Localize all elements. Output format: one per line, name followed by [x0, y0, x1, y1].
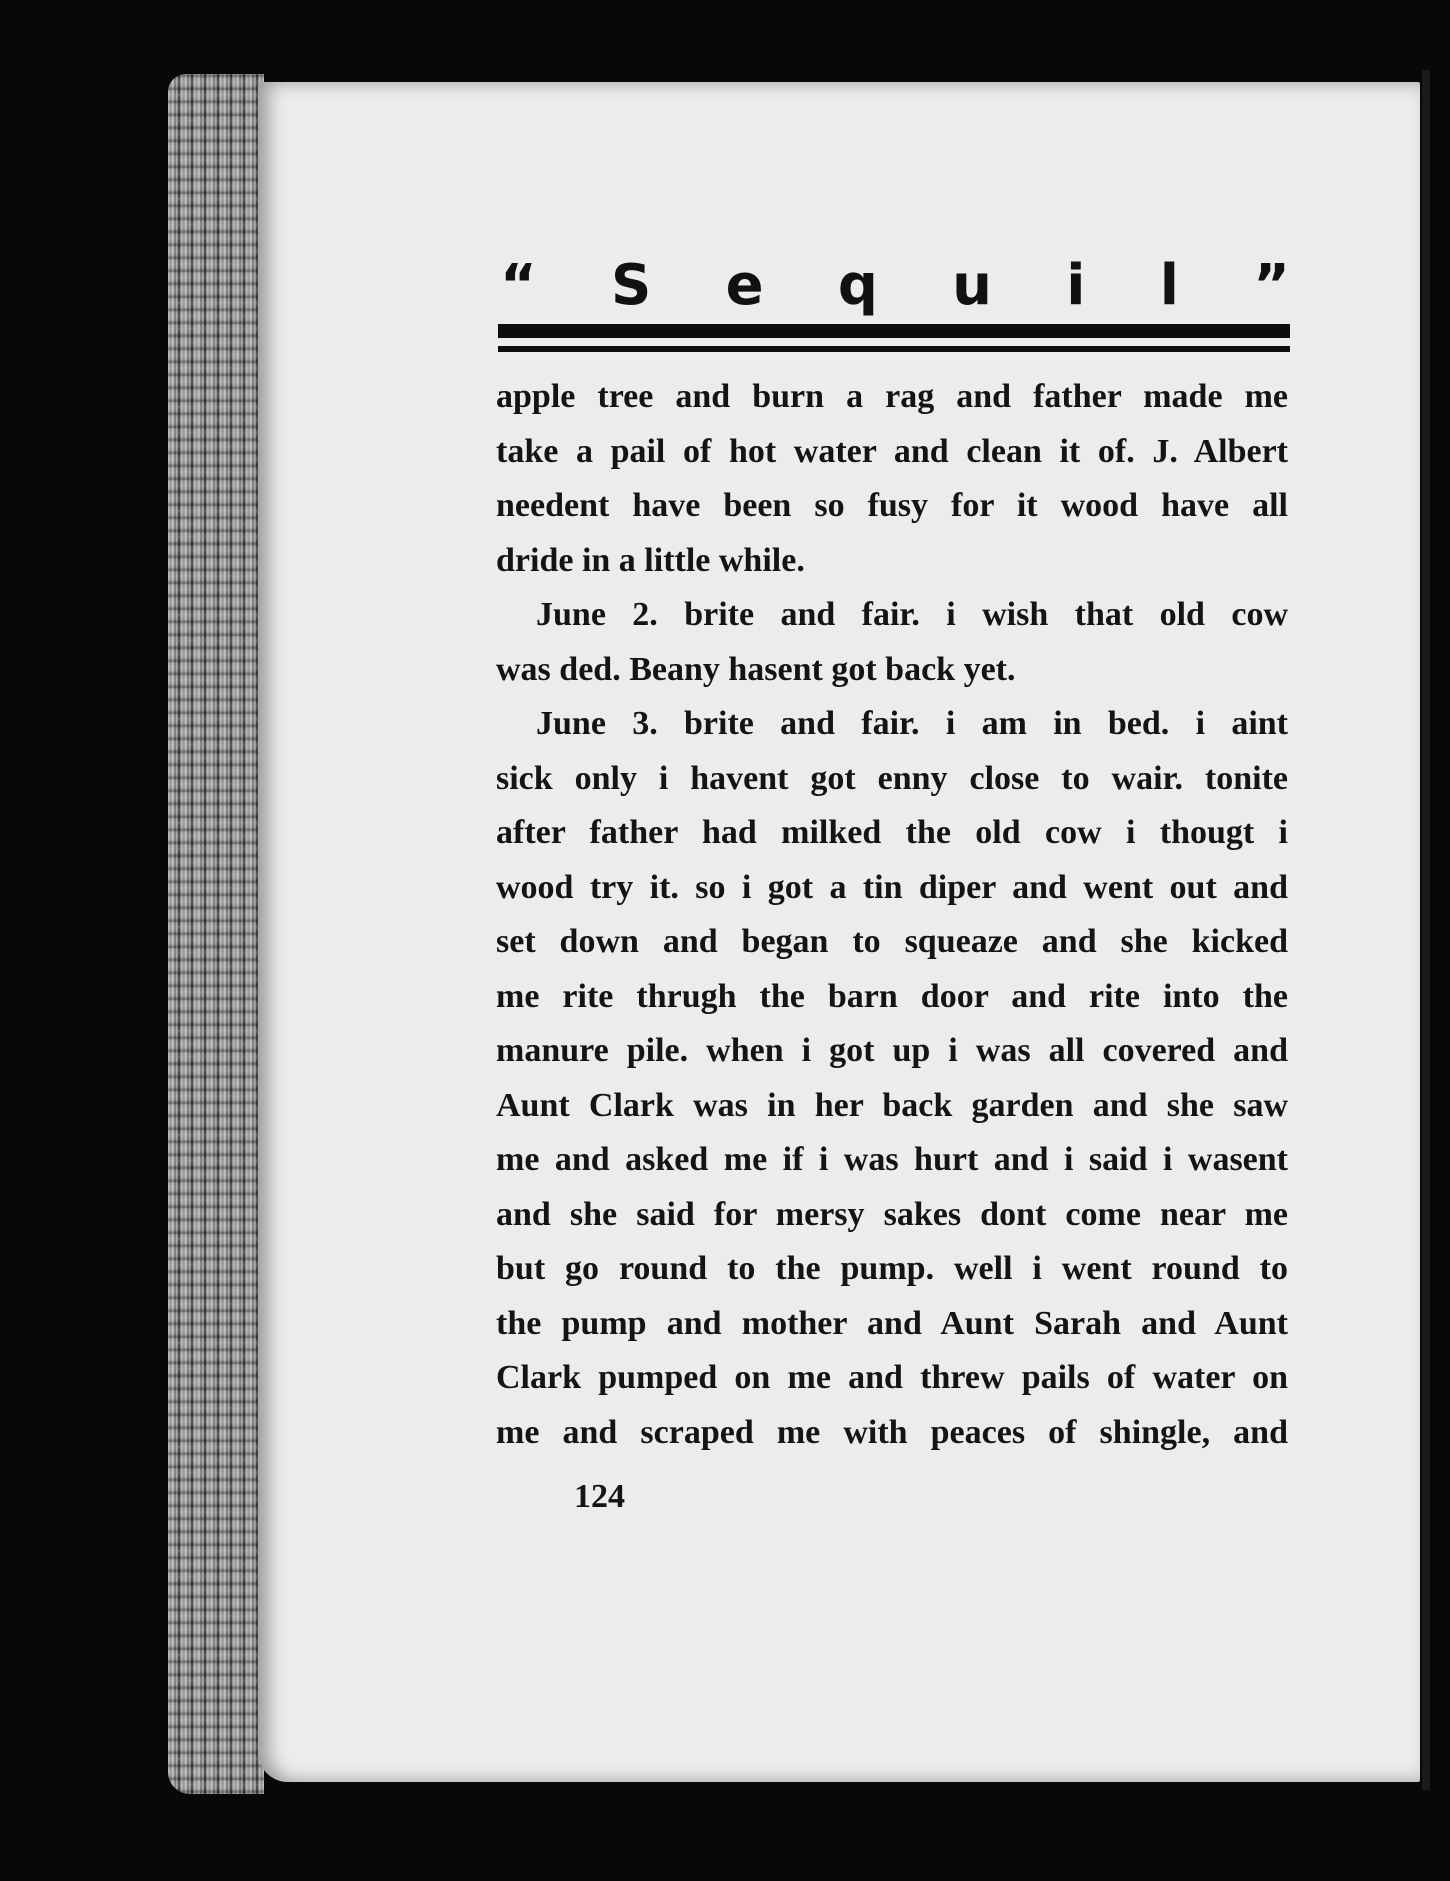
header-rule-thin: [498, 346, 1290, 352]
text-line: Clark pumped on me and threw pails of water on: [496, 1359, 1288, 1396]
text-line: manure pile. when i got up i was all covered and: [496, 1032, 1288, 1069]
running-header: [500, 250, 1290, 320]
text-line: after father had milked the old cow i thougt i: [496, 814, 1288, 851]
text-line: but go round to the pump. well i went round to: [496, 1250, 1288, 1287]
text-line: apple tree and burn a rag and father made me: [496, 378, 1288, 415]
text-line: me and asked me if i was hurt and i said i wasent: [496, 1141, 1288, 1178]
text-line: me rite thrugh the barn door and rite into the: [496, 977, 1288, 1015]
text-line: needent have been so fusy for it wood have all: [496, 487, 1288, 524]
header-open-quote: “: [500, 252, 537, 318]
text-line: me and scraped me with peaces of shingle, and: [496, 1413, 1288, 1451]
book-right-edge: [1422, 70, 1430, 1790]
header-close-quote: ”: [1253, 252, 1290, 318]
header-letter-i: i: [1066, 252, 1086, 318]
page-number: 124: [574, 1478, 625, 1515]
text-line: sick only i havent got enny close to wair. tonite: [496, 759, 1288, 797]
text-line: the pump and mother and Aunt Sarah and Aunt: [496, 1304, 1288, 1342]
text-line: take a pail of hot water and clean it of. J. Albert: [496, 432, 1288, 470]
header-letter-u: u: [952, 252, 993, 318]
text-line: dride in a little while.: [496, 541, 805, 579]
body-text: [496, 370, 1288, 1460]
text-line: set down and began to squeaze and she kicked: [496, 923, 1288, 960]
header-rule-thick: [498, 324, 1290, 338]
book-page-edges: [168, 74, 264, 1794]
header-letter-l: l: [1159, 252, 1179, 318]
header-letter-q: q: [837, 252, 878, 318]
header-letter-s: S: [611, 252, 652, 318]
text-line: June 2. brite and fair. i wish that old cow: [536, 596, 1288, 633]
text-line: Aunt Clark was in her back garden and she saw: [496, 1086, 1288, 1124]
text-line: was ded. Beany hasent got back yet.: [496, 650, 1016, 688]
text-line: June 3. brite and fair. i am in bed. i aint: [536, 705, 1288, 742]
header-letter-e: e: [725, 252, 764, 318]
text-line: and she said for mersy sakes dont come near me: [496, 1195, 1288, 1233]
text-line: wood try it. so i got a tin diper and went out and: [496, 868, 1288, 906]
